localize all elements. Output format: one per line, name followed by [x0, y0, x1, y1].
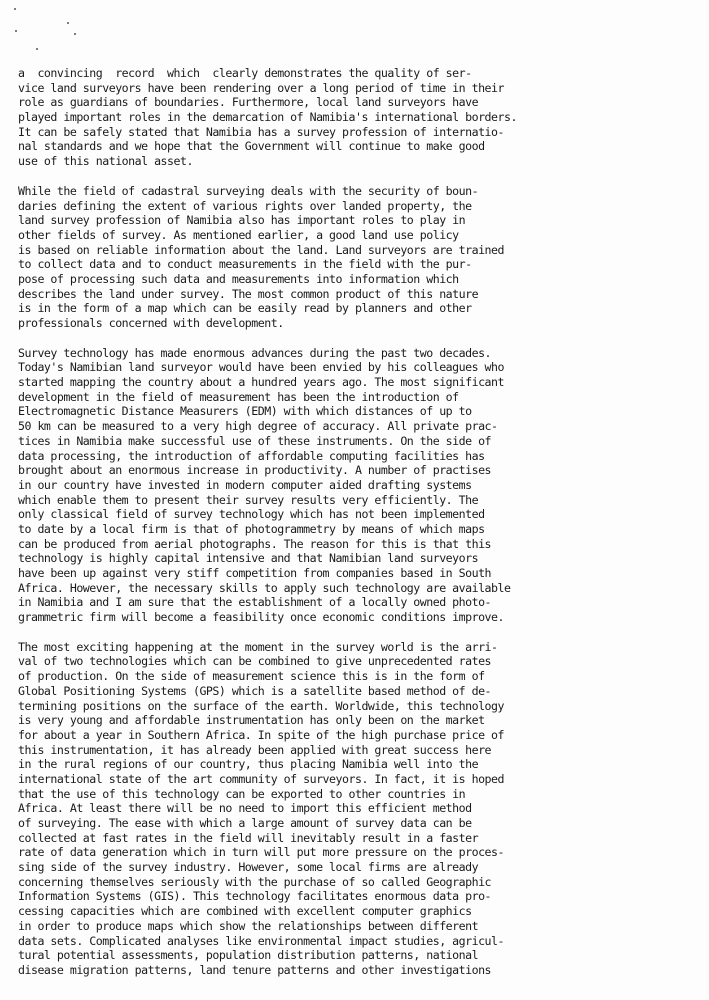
- text-line: grammetric firm will become a feasibility once economic conditions improve.: [18, 610, 505, 625]
- text-line: describes the land under survey. The most common product of this nature: [18, 286, 479, 301]
- text-line: only classical field of survey technology which has not been implemented: [18, 507, 485, 522]
- text-line: that the use of this technology can be exported to other countries in: [18, 786, 466, 801]
- text-line: While the field of cadastral surveying deals with the security of boun-: [18, 183, 479, 198]
- text-line: The most exciting happening at the moment in the survey world is the arri-: [18, 639, 498, 654]
- text-line: rate of data generation which in turn will put more pressure on the proces-: [18, 845, 505, 860]
- paragraph: [18, 346, 708, 625]
- text-line: international state of the art community of surveyors. In fact, it is hoped: [18, 771, 505, 786]
- text-line: land survey profession of Namibia also has important roles to play in: [18, 213, 466, 228]
- text-line: sing side of the survey industry. However, some local firms are already: [18, 860, 479, 875]
- text-line: of production. On the side of measurement science this is in the form of: [18, 669, 485, 684]
- scan-speck: [14, 8, 16, 10]
- text-line: is based on reliable information about the land. Land surveyors are trained: [18, 242, 505, 257]
- text-line: Today's Namibian land surveyor would have been envied by his colleagues who: [18, 360, 505, 375]
- scan-speck: [36, 48, 38, 50]
- text-line: pose of processing such data and measurements into information which: [18, 271, 459, 286]
- text-line: Global Positioning Systems (GPS) which is a satellite based method of de-: [18, 683, 492, 698]
- text-line: can be produced from aerial photographs. The reason for this is that this: [18, 536, 492, 551]
- text-line: to collect data and to conduct measurements in the field with the pur-: [18, 257, 472, 272]
- text-line: professionals concerned with development.: [18, 316, 284, 330]
- text-line: nal standards and we hope that the Government will continue to make good: [18, 139, 485, 154]
- text-line: collected at fast rates in the field will inevitably result in a faster: [18, 830, 479, 845]
- text-line: started mapping the country about a hundred years ago. The most significant: [18, 375, 505, 390]
- text-line: technology is highly capital intensive and that Namibian land surveyors: [18, 551, 479, 566]
- text-line: Survey technology has made enormous advances during the past two decades.: [18, 345, 492, 360]
- text-line: development in the field of measurement has been the introduction of: [18, 389, 459, 404]
- text-line: termining positions on the surface of the earth. Worldwide, this technology: [18, 698, 505, 713]
- text-line: in Namibia and I am sure that the establishment of a locally owned photo-: [18, 595, 492, 610]
- text-line: of surveying. The ease with which a large amount of survey data can be: [18, 816, 472, 830]
- text-line: data sets. Complicated analyses like environmental impact studies, agricul-: [18, 933, 505, 948]
- document-body: [18, 66, 708, 993]
- text-line: for about a year in Southern Africa. In spite of the high purchase price of: [18, 727, 505, 742]
- text-line: val of two technologies which can be combined to give unprecedented rates: [18, 654, 492, 669]
- scan-speck: [74, 33, 76, 35]
- text-line: concerning themselves seriously with the purchase of so called Geographic: [18, 874, 492, 889]
- scan-speck: [15, 30, 17, 32]
- paragraph: [18, 184, 708, 331]
- text-line: brought about an enormous increase in productivity. A number of practises: [18, 463, 492, 478]
- text-line: role as guardians of boundaries. Furthermore, local land surveyors have: [18, 95, 479, 110]
- text-line: It can be safely stated that Namibia has a survey profession of internatio-: [18, 124, 505, 139]
- text-line: 50 km can be measured to a very high degree of accuracy. All private prac-: [18, 419, 498, 434]
- text-line: vice land surveyors have been rendering over a long period of time in their: [18, 80, 505, 95]
- text-line: this instrumentation, it has already been applied with great success here: [18, 742, 492, 757]
- text-line: use of this national asset.: [18, 154, 193, 169]
- text-line: played important roles in the demarcation of Namibia's international borders.: [18, 110, 517, 125]
- text-line: Electromagnetic Distance Measurers (EDM) with which distances of up to: [18, 404, 472, 419]
- text-line: daries defining the extent of various rights over landed property, the: [18, 198, 472, 213]
- text-line: is very young and affordable instrumentation has only been on the market: [18, 713, 485, 728]
- text-line: in order to produce maps which show the relationships between different: [18, 918, 479, 933]
- text-line: is in the form of a map which can be easily read by planners and other: [18, 301, 472, 316]
- text-line: Information Systems (GIS). This technology facilitates enormous data pro-: [18, 889, 492, 904]
- text-line: Africa. However, the necessary skills to apply such technology are available: [18, 580, 511, 595]
- text-line: which enable them to present their survey results very efficiently. The: [18, 492, 479, 507]
- text-line: in the rural regions of our country, thus placing Namibia well into the: [18, 757, 479, 772]
- text-line: cessing capacities which are combined with excellent computer graphics: [18, 904, 472, 919]
- text-line: have been up against very stiff competition from companies based in South: [18, 566, 492, 580]
- paragraph: [18, 640, 708, 978]
- paragraph: [18, 66, 708, 169]
- text-line: disease migration patterns, land tenure patterns and other investigations: [18, 962, 492, 977]
- text-line: Africa. At least there will be no need to import this efficient method: [18, 801, 472, 816]
- text-line: a convincing record which clearly demonstrates the quality of ser-: [18, 66, 472, 80]
- scan-speck: [67, 22, 69, 24]
- text-line: in our country have invested in modern computer aided drafting systems: [18, 477, 472, 492]
- text-line: to date by a local firm is that of photogrammetry by means of which maps: [18, 521, 485, 536]
- text-line: other fields of survey. As mentioned earlier, a good land use policy: [18, 227, 459, 242]
- text-line: data processing, the introduction of affordable computing facilities has: [18, 448, 485, 463]
- text-line: tices in Namibia make successful use of these instruments. On the side of: [18, 433, 492, 448]
- text-line: tural potential assessments, population distribution patterns, national: [18, 948, 479, 963]
